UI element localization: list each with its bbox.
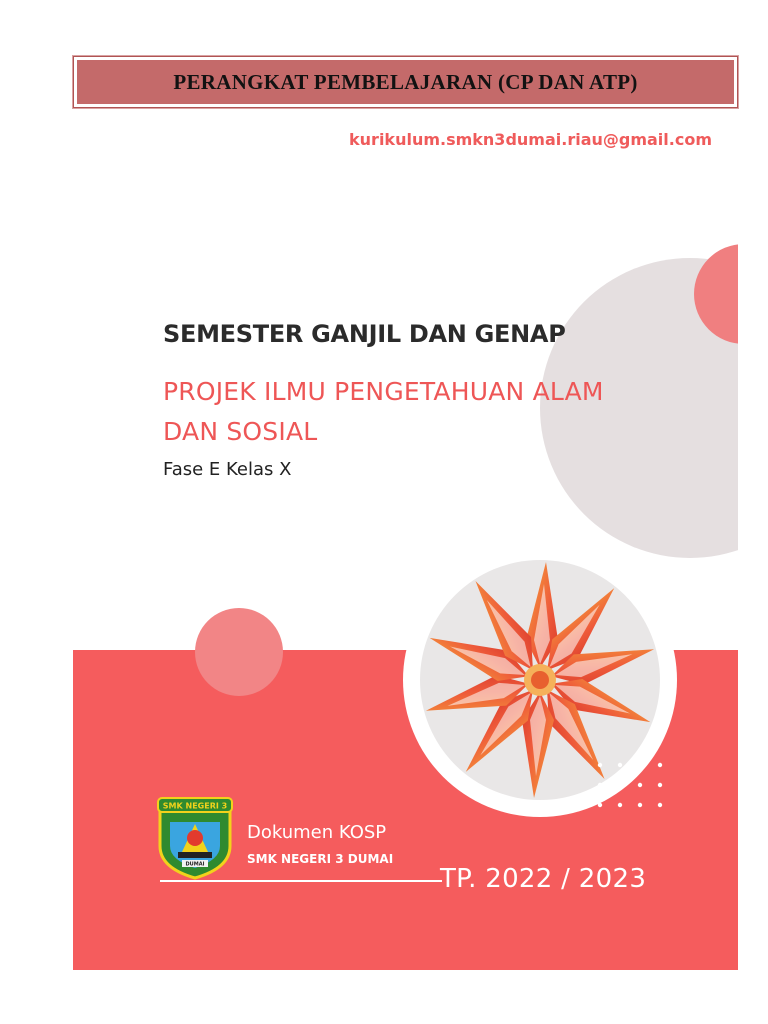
school-name: SMK NEGERI 3 DUMAI <box>247 852 394 866</box>
header-title: PERANGKAT PEMBELAJARAN (CP DAN ATP) <box>173 69 638 94</box>
project-title-line-2: DAN SOSIAL <box>163 417 318 446</box>
semester-title: SEMESTER GANJIL DAN GENAP <box>163 320 566 348</box>
contact-email: kurikulum.smkn3dumai.riau@gmail.com <box>349 130 712 149</box>
dot-grid-icon <box>590 760 670 810</box>
project-title <box>163 372 683 452</box>
phase-label: Fase E Kelas X <box>163 459 292 480</box>
project-title-line-1: PROJEK ILMU PENGETAHUAN ALAM <box>163 377 604 406</box>
page-margin-mask <box>738 150 768 650</box>
document-title: Dokumen KOSP <box>247 822 387 843</box>
svg-text:DUMAI: DUMAI <box>185 861 205 868</box>
svg-text:SMK NEGERI 3: SMK NEGERI 3 <box>162 801 228 811</box>
school-crest-icon <box>152 794 238 880</box>
divider-line <box>160 880 442 882</box>
decorative-pink-circle <box>195 608 283 696</box>
academic-year: TP. 2022 / 2023 <box>440 864 647 894</box>
header-banner <box>73 56 738 108</box>
